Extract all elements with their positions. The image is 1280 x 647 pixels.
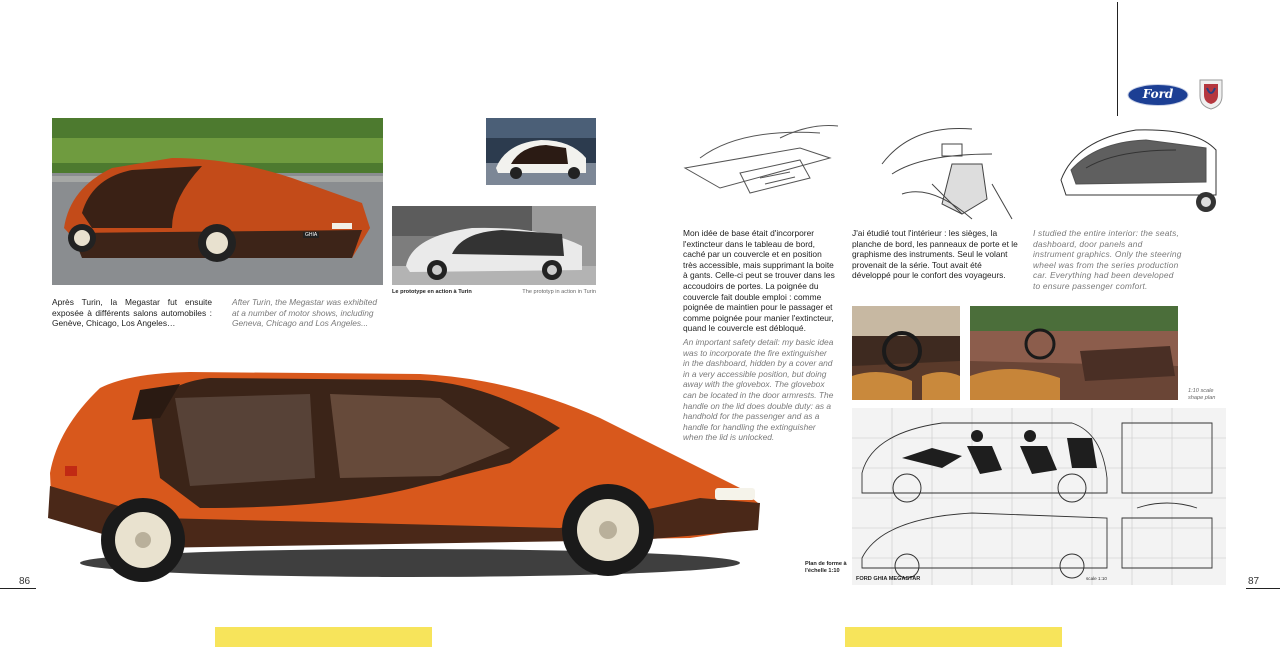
yellow-bar-left bbox=[215, 627, 432, 647]
page-rule-left bbox=[0, 588, 36, 589]
photo-prototype-turin bbox=[392, 206, 596, 285]
plan-caption-english: 1:10 scale shape plan bbox=[1188, 388, 1216, 401]
ford-logo bbox=[1127, 84, 1189, 106]
column2-french: J'ai étudié tout l'intérieur : les sièges, la planche de bord, les panneaux de porte et le graphisme des instruments. Seul le volant provenait de la série. Tout avait été développé pour le confort des voyageurs. bbox=[852, 228, 1018, 281]
plan-caption-french: Plan de forme à l'échelle 1:10 bbox=[805, 561, 847, 574]
page-rule-right bbox=[1246, 588, 1280, 589]
photo-interior-cabin bbox=[970, 306, 1178, 400]
caption-french: Après Turin, la Megastar fut ensuite exposée à différents salons automobiles : Genève, Chicago, Los Angeles… bbox=[52, 297, 212, 329]
prototype-caption-french: Le prototype en action à Turin bbox=[392, 289, 472, 295]
ford-logo-text: Ford bbox=[1142, 87, 1174, 101]
photo-megastar-side-view bbox=[40, 368, 780, 590]
column2-english: I studied the entire interior: the seats, dashboard, door panels and instrument graphics. Only the steering wheel was from the series production car. Everything had been developed to ensure passenger comfort. bbox=[1033, 228, 1182, 291]
vertical-rule bbox=[1117, 2, 1118, 116]
sketch-seat-interior bbox=[872, 124, 1022, 224]
plan-scale-label: scale 1:10 bbox=[1086, 576, 1107, 581]
prototype-caption-english: The prototyp in action in Turin bbox=[522, 289, 596, 295]
plan-drawing bbox=[852, 408, 1226, 585]
photo-megastar-exhibited bbox=[52, 118, 383, 285]
column1-english: An important safety detail: my basic idea was to incorporate the fire extinguisher in the dashboard, hidden by a cover and in a very accessible position, but doing away with the glovebox. The glovebox can be located in the door armrests. The handle on the lid does double duty: as a handhold for the passenger and as a handle for handling the extinguisher when the lid is unlocked. bbox=[683, 337, 834, 443]
plate-text: GHIA bbox=[305, 232, 318, 238]
caption-english: After Turin, the Megastar was exhibited at a number of motor shows, including Geneva, Chicago and Los Angeles... bbox=[232, 297, 378, 329]
column1-french: Mon idée de base était d'incorporer l'extincteur dans le tableau de bord, caché par un couvercle et en position très accessible, mais supprimant la boite à gants. Celle-ci peut se trouver dans les accoudoirs de portes. La poignée du couvercle fait double emploi : comme poignée de maintien pour le passager et comme poignée pour manier l'extincteur, quand le couvercle est débloqué. bbox=[683, 228, 835, 334]
ghia-crest-icon bbox=[1198, 76, 1224, 110]
yellow-bar-right bbox=[845, 627, 1062, 647]
sketch-dashboard-extinguisher bbox=[680, 118, 840, 210]
photo-motor-show bbox=[486, 118, 596, 185]
plan-label: FORD GHIA MEGASTAR bbox=[856, 576, 921, 582]
photo-interior-dashboard bbox=[852, 306, 960, 400]
sketch-car-cutaway bbox=[1056, 120, 1222, 216]
page-number-left: 86 bbox=[19, 576, 31, 587]
page-number-right: 87 bbox=[1248, 576, 1260, 587]
